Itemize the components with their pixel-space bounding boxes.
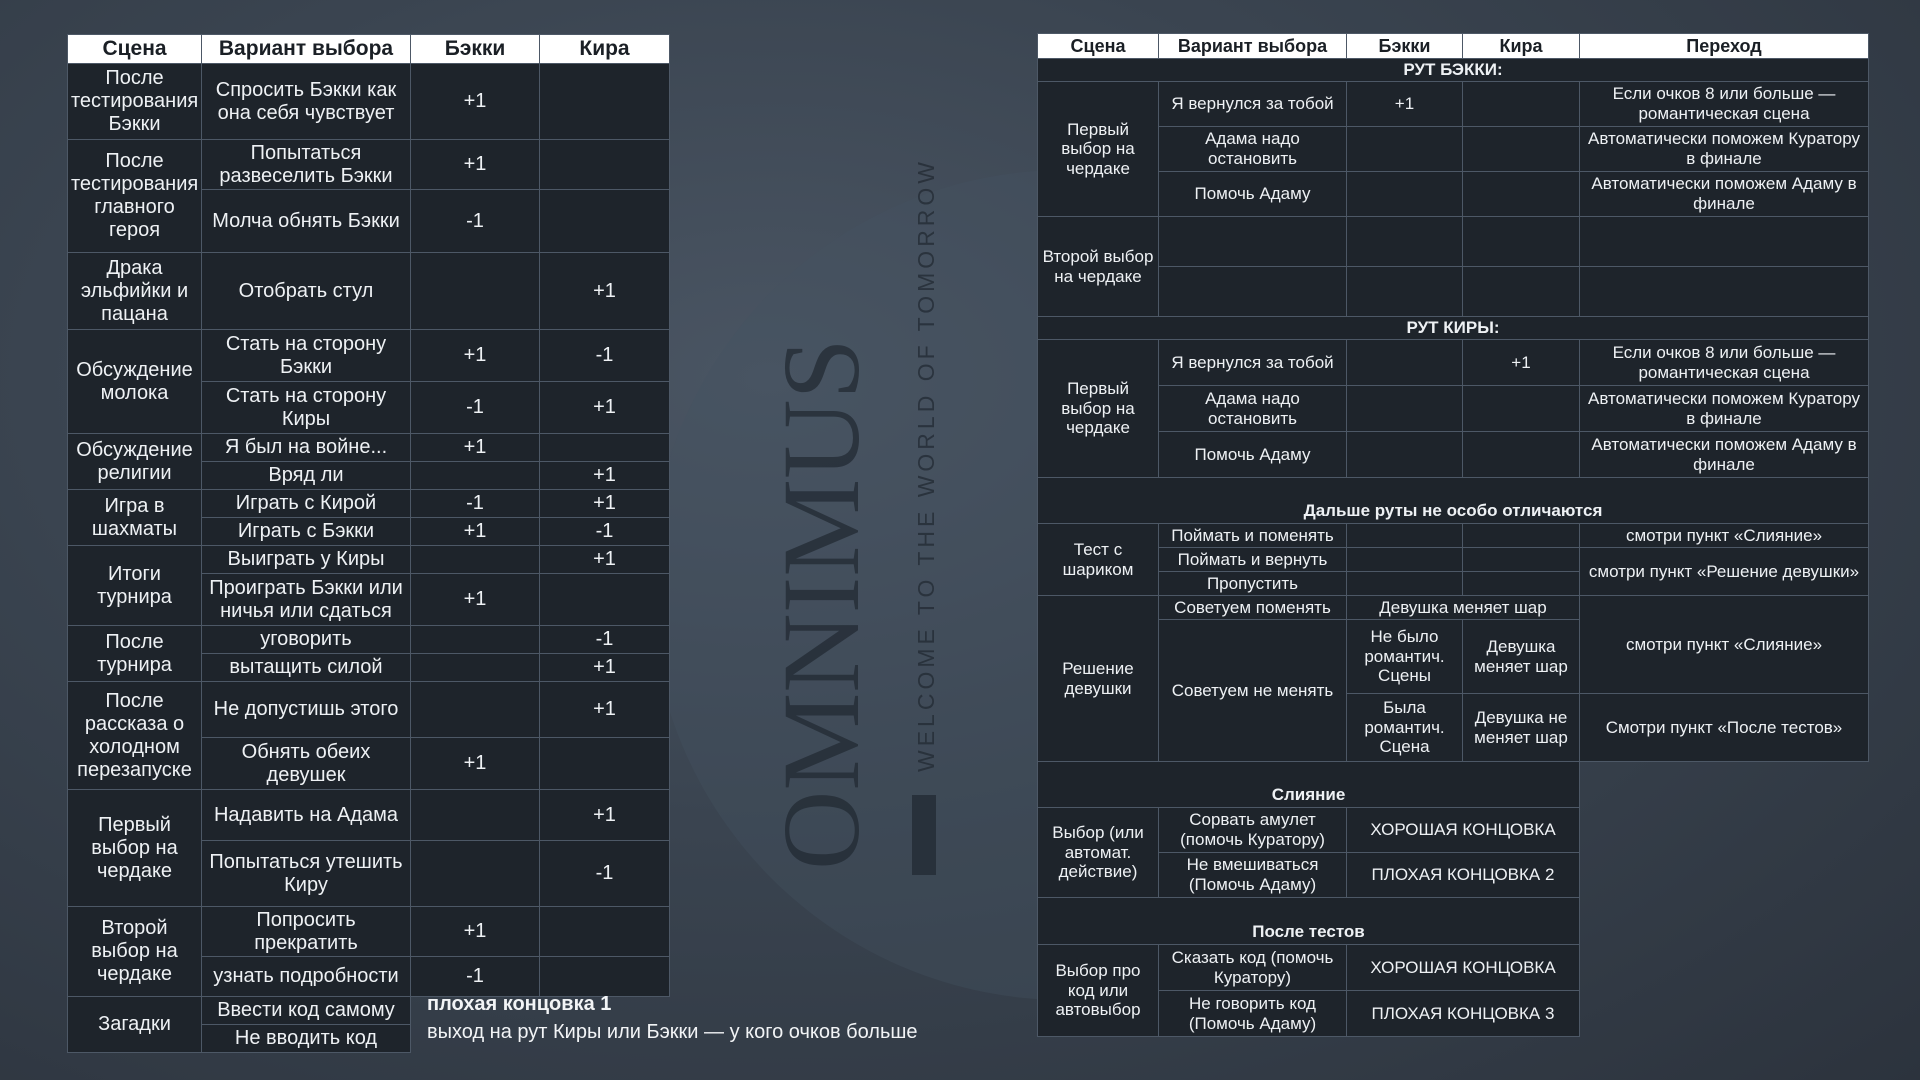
choice-cell: Отобрать стул	[202, 253, 411, 330]
kira-points	[540, 738, 670, 790]
scene-cell: Первый выбор на чердаке	[68, 790, 202, 907]
scene-cell: Второй выбор на чердаке	[68, 907, 202, 997]
choice-cell: Попытаться развеселить Бэкки	[202, 140, 411, 190]
empty-space	[1580, 853, 1869, 898]
ball-test-scene: Тест с шариком	[1038, 524, 1159, 596]
becky-points: +1	[411, 64, 540, 140]
girl-changes-ball-2: Девушка меняет шар	[1463, 620, 1580, 694]
scene-cell: Обсуждение молока	[68, 330, 202, 434]
choice-cell: Спросить Бэкки как она себя чувствует	[202, 64, 411, 140]
ball-see-merge: смотри пункт «Слияние»	[1580, 524, 1869, 548]
col-choice: Вариант выбора	[1159, 34, 1347, 59]
after-tests-title: После тестов	[1038, 898, 1580, 945]
becky-points	[411, 682, 540, 738]
empty-cell	[1580, 217, 1869, 267]
table-row	[68, 330, 670, 382]
choice-cell: Ввести код самому	[202, 997, 411, 1025]
empty-cell	[1463, 127, 1580, 172]
kira-points	[540, 190, 670, 253]
kira-points	[540, 140, 670, 190]
col-kira: Кира	[1463, 34, 1580, 59]
routes-similar-title: Дальше руты не особо отличаются	[1038, 478, 1869, 524]
choice-cell: узнать подробности	[202, 957, 411, 997]
left-col-0: Сцена	[68, 35, 202, 64]
after-bad-ending-3: ПЛОХАЯ КОНЦОВКА 3	[1347, 991, 1580, 1037]
choice-cell: Обнять обеих девушек	[202, 738, 411, 790]
becky-choice-back: Я вернулся за тобой	[1159, 82, 1347, 127]
watermark-title: OMNIMUS	[760, 338, 882, 870]
merge-bad-ending-2: ПЛОХАЯ КОНЦОВКА 2	[1347, 853, 1580, 898]
merge-choice-no-interfere: Не вмешиваться (Помочь Адаму)	[1159, 853, 1347, 898]
kira-choice-back: Я вернулся за тобой	[1159, 340, 1347, 386]
becky-points	[411, 626, 540, 654]
scene-cell: Итоги турнира	[68, 546, 202, 626]
empty-space	[1580, 945, 1869, 991]
omnimus-watermark	[758, 157, 939, 900]
scene-cell: Драка эльфийки и пацана	[68, 253, 202, 330]
empty-cell	[1347, 340, 1463, 386]
becky-points: +1	[411, 574, 540, 626]
girl-decision-scene: Решение девушки	[1038, 596, 1159, 762]
riddle-note-bad-ending: плохая концовка 1	[427, 993, 612, 1015]
becky-first-attic: Первый выбор на чердаке	[1038, 82, 1159, 217]
kira-points: -1	[540, 518, 670, 546]
scene-cell: Игра в шахматы	[68, 490, 202, 546]
girl-see-merge: смотри пункт «Слияние»	[1580, 596, 1869, 694]
empty-cell	[1347, 524, 1463, 548]
merge-title: Слияние	[1038, 762, 1580, 808]
scene-cell: После тестирования Бэкки	[68, 64, 202, 140]
becky-points: +1	[411, 907, 540, 957]
kira-points: +1	[540, 490, 670, 518]
empty-cell	[1463, 386, 1580, 432]
empty-cell	[1347, 217, 1463, 267]
merge-scene: Выбор (или автомат. действие)	[1038, 808, 1159, 898]
table-row	[68, 790, 670, 841]
ball-choice-skip: Пропустить	[1159, 572, 1347, 596]
becky-route-title: РУТ БЭККИ:	[1038, 59, 1869, 82]
scene-cell: После рассказа о холодном перезапуске	[68, 682, 202, 790]
after-choice-tell-code: Сказать код (помочь Куратору)	[1159, 945, 1347, 991]
choice-cell: Проиграть Бэкки или ничья или сдаться	[202, 574, 411, 626]
girl-changes-ball: Девушка меняет шар	[1347, 596, 1580, 620]
kira-points: +1	[540, 253, 670, 330]
becky-points	[411, 841, 540, 907]
scene-cell: Обсуждение религии	[68, 434, 202, 490]
kira-trans-curator: Автоматически поможем Куратору в финале	[1580, 386, 1869, 432]
after-good-ending: ХОРОШАЯ КОНЦОВКА	[1347, 945, 1580, 991]
right-routes-table	[1037, 33, 1869, 1037]
col-becky: Бэкки	[1347, 34, 1463, 59]
empty-cell	[1463, 267, 1580, 317]
choice-cell: Попытаться утешить Киру	[202, 841, 411, 907]
choice-cell: вытащить силой	[202, 654, 411, 682]
girl-no-romance: Не было романтич. Сцены	[1347, 620, 1463, 694]
choice-cell: Надавить на Адама	[202, 790, 411, 841]
becky-points: -1	[411, 190, 540, 253]
table-row	[68, 64, 670, 140]
becky-points	[411, 654, 540, 682]
becky-points: +1	[411, 518, 540, 546]
left-col-3: Кира	[540, 35, 670, 64]
table-row	[68, 907, 670, 957]
choice-cell: Выиграть у Киры	[202, 546, 411, 574]
kira-points: -1	[540, 841, 670, 907]
girl-was-romance: Была романтич. Сцена	[1347, 694, 1463, 762]
becky-points	[411, 462, 540, 490]
kira-points	[540, 64, 670, 140]
choice-cell: Играть с Кирой	[202, 490, 411, 518]
kira-first-attic: Первый выбор на чердаке	[1038, 340, 1159, 478]
choice-cell: Молча обнять Бэкки	[202, 190, 411, 253]
empty-cell	[1159, 217, 1347, 267]
empty-cell	[1463, 548, 1580, 572]
empty-cell	[1463, 432, 1580, 478]
empty-cell	[1463, 524, 1580, 548]
empty-cell	[1347, 548, 1463, 572]
kira-points	[540, 907, 670, 957]
empty-cell	[1463, 572, 1580, 596]
choice-cell: Я был на войне...	[202, 434, 411, 462]
choice-cell: Не вводить код	[202, 1025, 411, 1053]
kira-points	[540, 434, 670, 462]
becky-points: +1	[411, 330, 540, 382]
ball-choice-catch-swap: Поймать и поменять	[1159, 524, 1347, 548]
becky-trans-curator: Автоматически поможем Куратору в финале	[1580, 127, 1869, 172]
choice-cell: уговорить	[202, 626, 411, 654]
left-col-1: Вариант выбора	[202, 35, 411, 64]
becky-points	[411, 253, 540, 330]
watermark-bar	[912, 795, 936, 875]
becky-points: -1	[411, 382, 540, 434]
becky-points: +1	[411, 434, 540, 462]
table-row	[68, 682, 670, 738]
empty-cell	[1347, 267, 1463, 317]
becky-choice-stop: Адама надо остановить	[1159, 127, 1347, 172]
kira-points: -1	[540, 626, 670, 654]
choice-cell: Стать на сторону Киры	[202, 382, 411, 434]
table-row	[68, 490, 670, 518]
choice-cell: Не допустишь этого	[202, 682, 411, 738]
kira-points	[540, 574, 670, 626]
girl-see-after-tests: Смотри пункт «После тестов»	[1580, 694, 1869, 762]
becky-trans-romance: Если очков 8 или больше — романтическая сцена	[1580, 82, 1869, 127]
table-row	[68, 434, 670, 462]
becky-choice-back-becky: +1	[1347, 82, 1463, 127]
becky-second-attic: Второй выбор на чердаке	[1038, 217, 1159, 317]
becky-trans-adam: Автоматически поможем Адаму в финале	[1580, 172, 1869, 217]
becky-points: -1	[411, 490, 540, 518]
becky-points	[411, 790, 540, 841]
becky-points: +1	[411, 738, 540, 790]
riddle-note-route: выход на рут Киры или Бэкки — у кого очков больше	[427, 1021, 918, 1043]
kira-choice-help: Помочь Адаму	[1159, 432, 1347, 478]
empty-cell	[1580, 267, 1869, 317]
empty-cell	[1347, 127, 1463, 172]
scene-cell: После турнира	[68, 626, 202, 682]
ball-choice-catch-return: Поймать и вернуть	[1159, 548, 1347, 572]
kira-points: -1	[540, 330, 670, 382]
empty-space	[1580, 898, 1869, 945]
after-choice-no-code: Не говорить код (Помочь Адаму)	[1159, 991, 1347, 1037]
table-row	[68, 140, 670, 190]
kira-points: +1	[540, 654, 670, 682]
choice-cell: Стать на сторону Бэкки	[202, 330, 411, 382]
kira-points: +1	[540, 462, 670, 490]
kira-choice-back-kira: +1	[1463, 340, 1580, 386]
scene-cell: Загадки	[68, 997, 202, 1053]
becky-points: -1	[411, 957, 540, 997]
girl-advise-change: Советуем поменять	[1159, 596, 1347, 620]
empty-cell	[1347, 172, 1463, 217]
choice-cell: Попросить прекратить	[202, 907, 411, 957]
table-row	[68, 253, 670, 330]
empty-space	[1580, 991, 1869, 1037]
becky-points: +1	[411, 140, 540, 190]
kira-trans-romance: Если очков 8 или больше — романтическая сцена	[1580, 340, 1869, 386]
choice-cell: Играть с Бэкки	[202, 518, 411, 546]
merge-good-ending: ХОРОШАЯ КОНЦОВКА	[1347, 808, 1580, 853]
kira-route-title: РУТ КИРЫ:	[1038, 317, 1869, 340]
kira-choice-stop: Адама надо остановить	[1159, 386, 1347, 432]
watermark-subtitle: WELCOME TO THE WORLD OF TOMORROW	[913, 157, 939, 772]
left-choices-table	[67, 34, 670, 1053]
girl-keeps-ball: Девушка не меняет шар	[1463, 694, 1580, 762]
kira-points: +1	[540, 790, 670, 841]
choice-cell: Вряд ли	[202, 462, 411, 490]
col-scene: Сцена	[1038, 34, 1159, 59]
table-row	[68, 546, 670, 574]
merge-choice-amulet: Сорвать амулет (помочь Куратору)	[1159, 808, 1347, 853]
empty-cell	[1463, 172, 1580, 217]
table-row	[68, 626, 670, 654]
kira-points: +1	[540, 546, 670, 574]
empty-cell	[1463, 217, 1580, 267]
empty-cell	[1347, 386, 1463, 432]
after-tests-scene: Выбор про код или автовыбор	[1038, 945, 1159, 1037]
girl-advise-keep: Советуем не менять	[1159, 620, 1347, 762]
becky-points	[411, 546, 540, 574]
becky-choice-help: Помочь Адаму	[1159, 172, 1347, 217]
scene-cell: После тестирования главного героя	[68, 140, 202, 253]
ball-see-girl: смотри пункт «Решение девушки»	[1580, 548, 1869, 596]
kira-trans-adam: Автоматически поможем Адаму в финале	[1580, 432, 1869, 478]
empty-cell	[1463, 82, 1580, 127]
empty-space	[1580, 808, 1869, 853]
left-col-2: Бэкки	[411, 35, 540, 64]
empty-cell	[1347, 572, 1463, 596]
kira-points: +1	[540, 682, 670, 738]
kira-points	[540, 957, 670, 997]
empty-space	[1580, 762, 1869, 808]
empty-cell	[1347, 432, 1463, 478]
col-transition: Переход	[1580, 34, 1869, 59]
empty-cell	[1159, 267, 1347, 317]
kira-points: +1	[540, 382, 670, 434]
